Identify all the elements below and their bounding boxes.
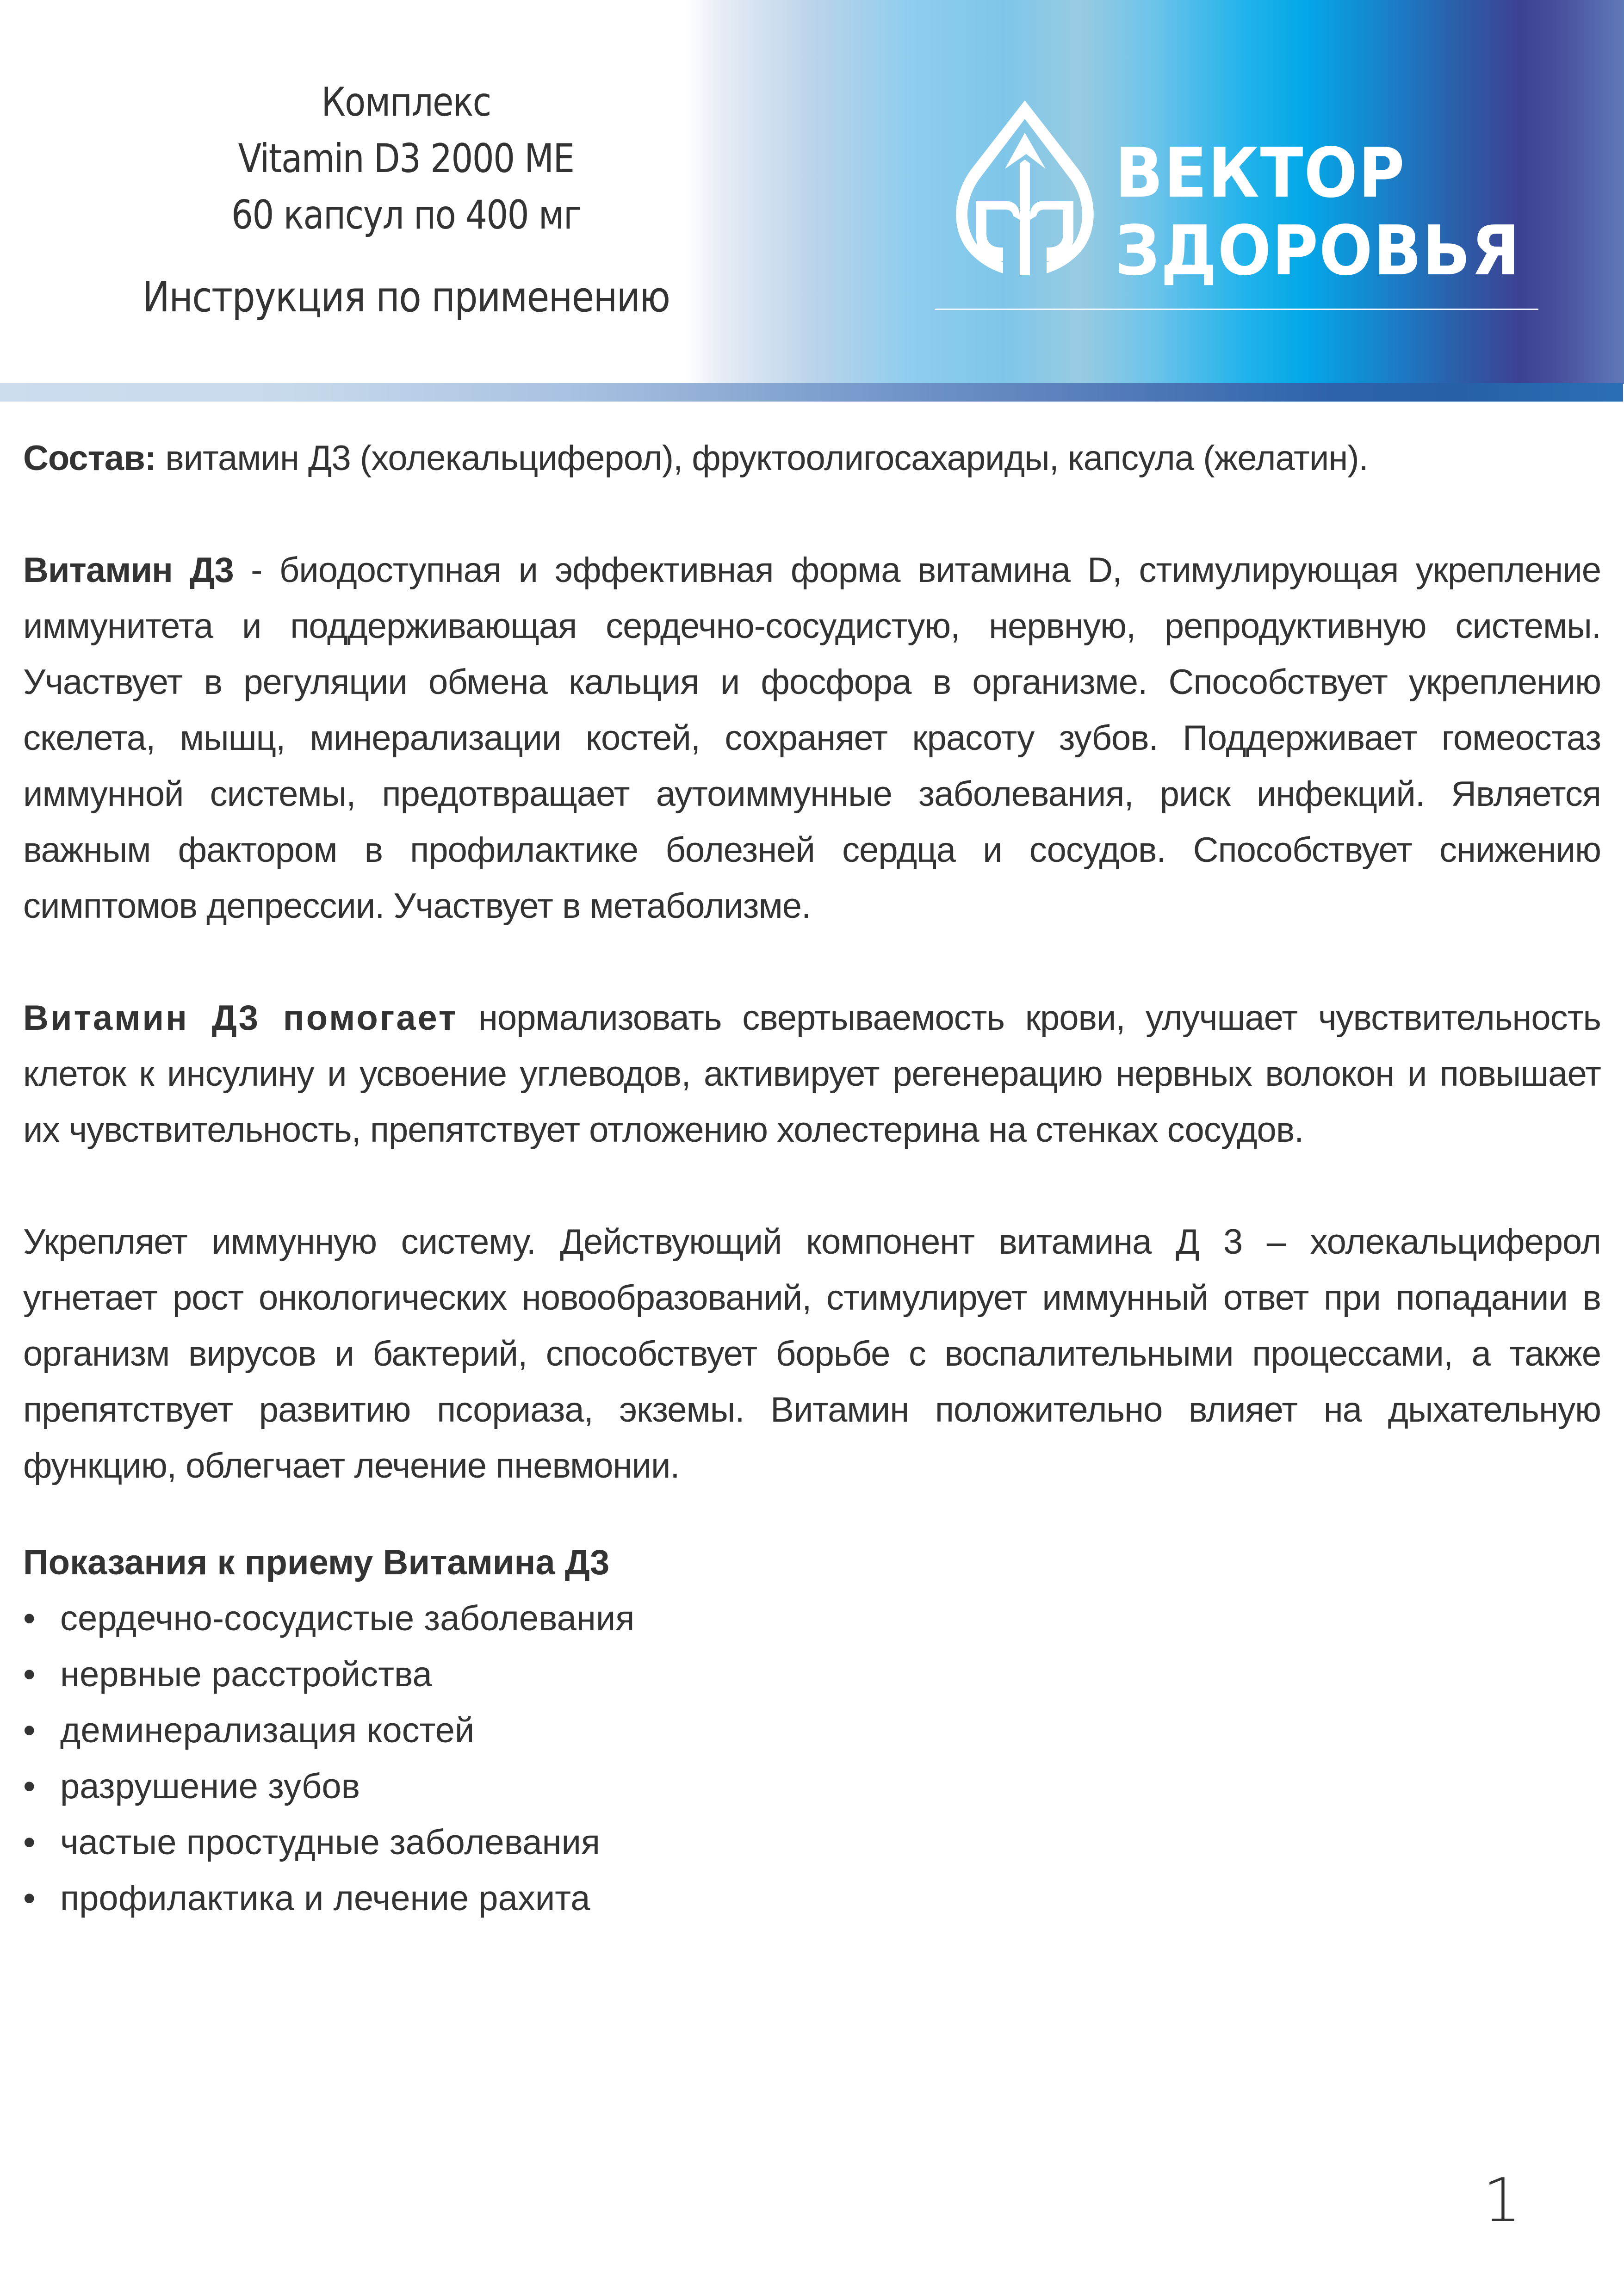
indications-title: Показания к приему Витамина Д3	[23, 1543, 610, 1582]
list-item	[23, 1590, 1601, 1646]
immune-paragraph: Укрепляет иммунную систему. Действующий компонент витамина Д 3 – холекальциферол угнетает рост онкологических новообразований, стимулирует иммунный ответ при попадании в организм вирусов и бактерий, способствует борьбе с воспалительными процессами, а также препятствует развитию псориаза, экземы. Витамин положительно влияет на дыхательную функцию, облегчает лечение пневмонии.	[23, 1222, 1601, 1485]
list-item-text: разрушение зубов	[60, 1767, 360, 1806]
brand-underline	[935, 309, 1538, 310]
description-label: Витамин Д3	[23, 551, 234, 590]
bullet-icon: •	[23, 1599, 36, 1638]
description-paragraph	[23, 542, 1601, 934]
list-item	[23, 1870, 1601, 1926]
drop-sprout-arrow-icon	[944, 95, 1106, 280]
spacer	[23, 1494, 1601, 1535]
instruction-content	[23, 430, 1601, 1926]
list-item-text: нервные расстройства	[60, 1655, 432, 1694]
description-text: - биодоступная и эффективная форма витамина D, стимулирующая укрепление иммунитета и поддерживающая сердечно-сосудистую, нервную, репродуктивную системы. Участвует в регуляции обмена кальция и фосфора в организме. Способствует укреплению скелета, мышц, минерализации костей, сохраняет красоту зубов. Поддерживает гомеостаз иммунной системы, предотвращает аутоиммунные заболевания, риск инфекций. Является важным фактором в профилактике болезней сердца и сосудов. Способствует снижению симптомов депрессии. Участвует в метаболизме.	[23, 551, 1601, 926]
list-item-text: профилактика и лечение рахита	[60, 1879, 590, 1918]
product-title	[0, 74, 812, 243]
indications-list	[23, 1590, 1601, 1926]
list-item-text: сердечно-сосудистые заболевания	[60, 1599, 635, 1638]
list-item-text: частые простудные заболевания	[60, 1823, 601, 1862]
page-number: 1	[1483, 2165, 1521, 2235]
list-item	[23, 1702, 1601, 1758]
bullet-icon: •	[23, 1879, 36, 1918]
list-item	[23, 1758, 1601, 1814]
helps-label: Витамин Д3 помогает	[23, 998, 458, 1038]
list-item	[23, 1646, 1601, 1702]
spacer	[23, 934, 1601, 990]
bullet-icon: •	[23, 1767, 36, 1806]
title-line-1: Комплекс	[321, 79, 491, 125]
title-line-3: 60 капсул по 400 мг	[231, 192, 581, 238]
spacer	[23, 486, 1601, 542]
brand-line-2: ЗДОРОВЬЯ	[1115, 211, 1521, 291]
brand-wordmark	[1115, 134, 1556, 290]
list-item	[23, 1814, 1601, 1870]
bullet-icon: •	[23, 1823, 36, 1862]
spacer	[23, 1158, 1601, 1214]
bullet-icon: •	[23, 1655, 36, 1694]
document-subtitle: Инструкция по применению	[142, 273, 670, 322]
list-item-text: деминерализация костей	[60, 1711, 475, 1750]
composition-paragraph	[23, 430, 1601, 486]
brand-line-1: ВЕКТОР	[1115, 133, 1406, 213]
helps-text: нормализовать свертываемость крови, улучшает чувствительность клеток к инсулину и усвоение углеводов, активирует регенерацию нервных волокон и повышает их чувствительность, препятствует отложению холестерина на стенках сосудов.	[23, 998, 1601, 1150]
header-divider-band	[0, 383, 1623, 402]
composition-text: витамин Д3 (холекальциферол), фруктоолигосахариды, капсула (желатин).	[156, 439, 1368, 478]
helps-paragraph	[23, 990, 1601, 1158]
title-line-2: Vitamin D3 2000 МЕ	[238, 136, 574, 182]
composition-label: Состав:	[23, 439, 156, 478]
bullet-icon: •	[23, 1711, 36, 1750]
